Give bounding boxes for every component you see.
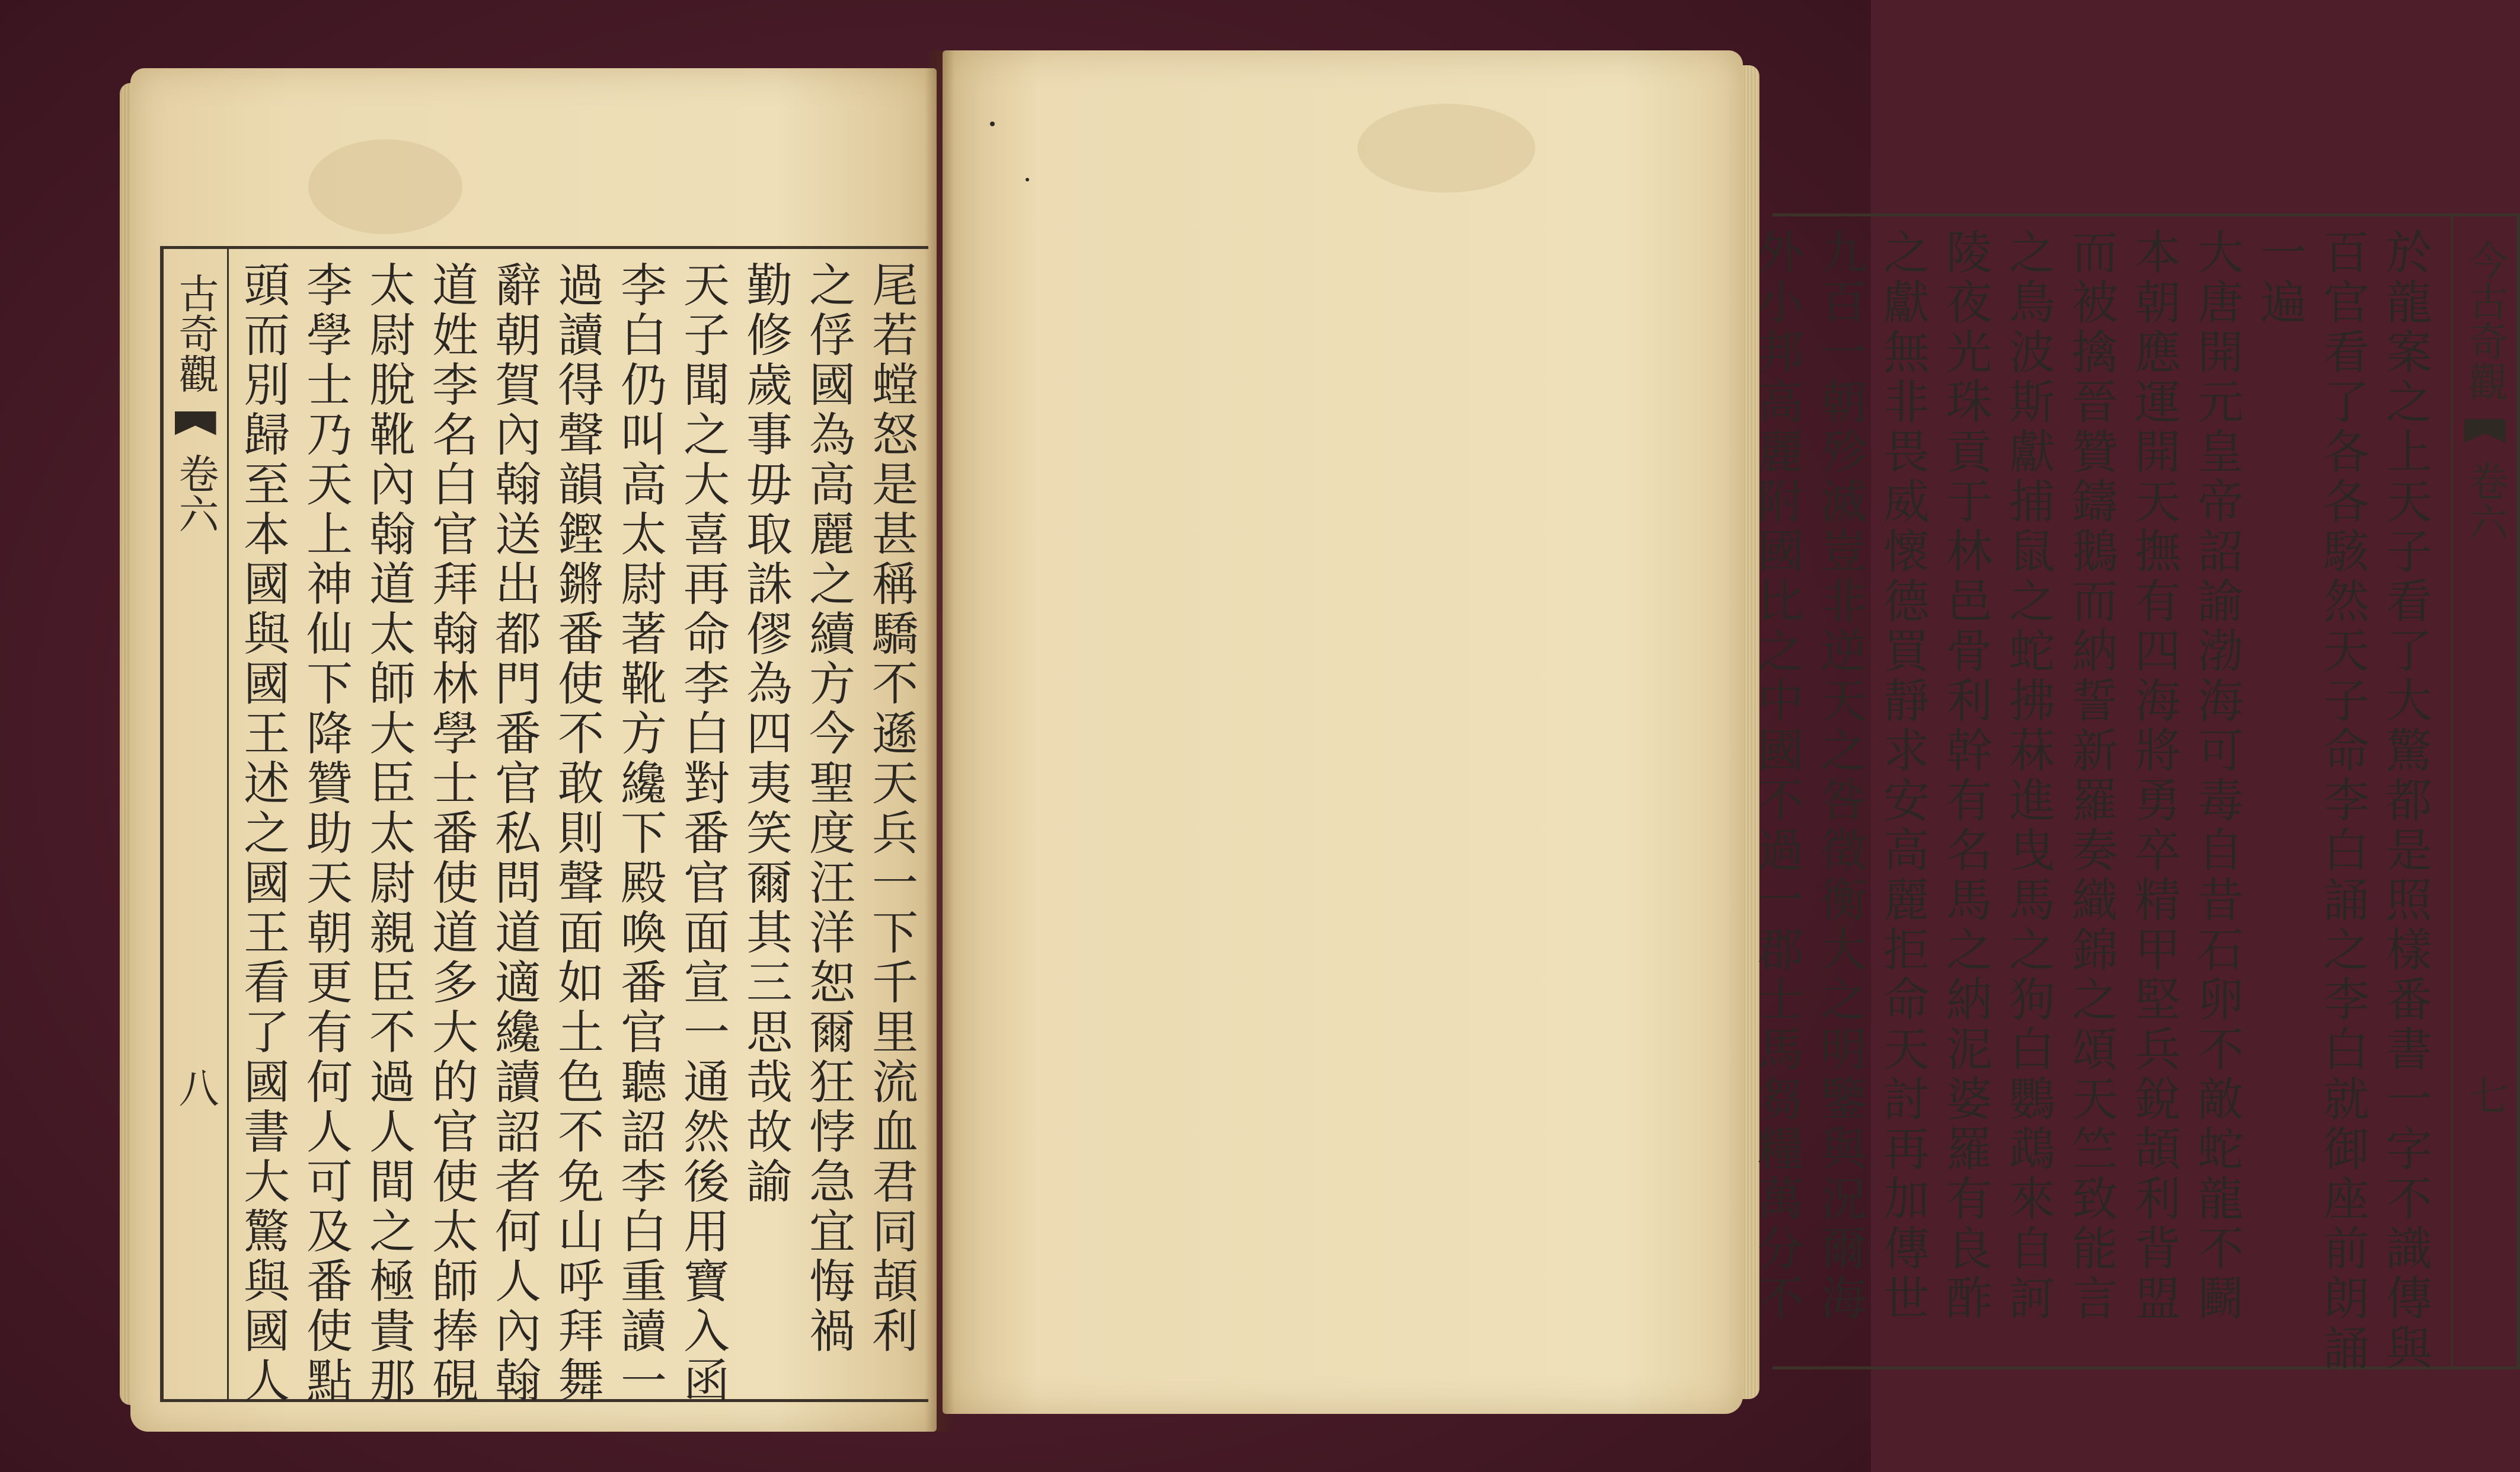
fish-tail-mark-icon (2464, 419, 2506, 443)
text-column: 一遍 (2253, 228, 2306, 328)
text-column: 太尉脫靴內翰道太師大臣太尉親臣不過人間之極貴那 (362, 261, 415, 1406)
margin-volume: 卷六 (2461, 461, 2508, 541)
left-page-frame (160, 246, 928, 1406)
margin-title: 今古奇觀 (2461, 240, 2508, 401)
book-gutter (925, 50, 954, 1432)
margin-title: 古奇觀 (172, 273, 219, 394)
text-column: 而被擒晉贊鑄鵝而納誓新羅奏織錦之頌天竺致能言 (2064, 228, 2117, 1324)
text-column: 過讀得聲韻鏗鏘番使不敢則聲面如土色不免山呼拜舞 (550, 261, 603, 1406)
text-column: 李白仍叫高太尉著靴方纔下殿喚番官聽詔李白重讀一 (613, 261, 666, 1406)
text-column: 之獻無非畏威懷德買靜求安高麗拒命天討再加傳世 (1876, 228, 1929, 1324)
text-column: 頭而別歸至本國與國王述之國王看了國書大驚與國人 (236, 261, 289, 1406)
left-page-margin (164, 249, 229, 1399)
text-column: 百官看了各各駭然天子命李白誦之李白就御座前朗誦 (2315, 228, 2369, 1374)
right-page-margin (2451, 216, 2516, 1366)
text-column: 外小邦高麗附國比之中國不過一郡士馬芻糧萬分不 (1750, 228, 1803, 1324)
ink-speck (990, 122, 995, 126)
text-column: 本朝應運開天撫有四海將勇卒精甲堅兵銳頡利背盟 (2127, 228, 2180, 1324)
text-column: 之鳥波斯獻捕鼠之蛇拂菻進曳馬之狗白鸚鵡來自訶 (2001, 228, 2055, 1324)
text-column: 天子聞之大喜再命李白對番官面宣一通然後用寶入函 (676, 261, 729, 1406)
right-page (943, 50, 2508, 1414)
text-column: 九百一朝殄滅豈非逆天之咎徵衡大之明鑒與況爾海 (1813, 228, 1866, 1324)
left-page (130, 68, 937, 1432)
paper-stain (1358, 104, 1535, 193)
margin-page-number: 八 (172, 1067, 219, 1107)
text-column: 道姓李名白官拜翰林學士番使道多大的官使太師捧硯 (424, 261, 478, 1406)
text-column: 李學士乃天上神仙下降贊助天朝更有何人可及番使點 (299, 261, 352, 1406)
margin-page-number: 七 (2461, 1075, 2508, 1115)
left-text-columns (236, 261, 922, 1406)
ink-speck (1026, 178, 1029, 181)
fish-tail-mark-icon (175, 411, 216, 435)
text-column: 之俘國為高麗之續方今聖度汪洋恕爾狂悖急宜悔禍 (801, 261, 855, 1356)
text-column: 勤修歲事毋取誅僇為四夷笑爾其三思哉故諭 (739, 261, 792, 1207)
text-column: 於龍案之上天子看了大驚都是照樣番書一字不識傳與 (2378, 228, 2432, 1374)
margin-volume: 卷六 (172, 453, 219, 534)
right-text-columns (1750, 228, 2436, 1374)
open-book (130, 50, 2508, 1432)
paper-stain (308, 139, 462, 234)
text-column: 辭朝賀內翰送出都門番官私問道適纔讀詔者何人內翰 (487, 261, 541, 1406)
text-column: 大唐開元皇帝詔諭渤海可毒自昔石卵不敵蛇龍不鬬 (2190, 228, 2243, 1324)
right-page-frame (1750, 213, 2520, 1374)
text-column: 陵夜光珠貢于林邑骨利幹有名馬之納泥婆羅有良酢 (1938, 228, 1992, 1324)
text-column: 尾若螳怒是甚稱驕不遜天兵一下千里流血君同頡利 (864, 261, 918, 1356)
